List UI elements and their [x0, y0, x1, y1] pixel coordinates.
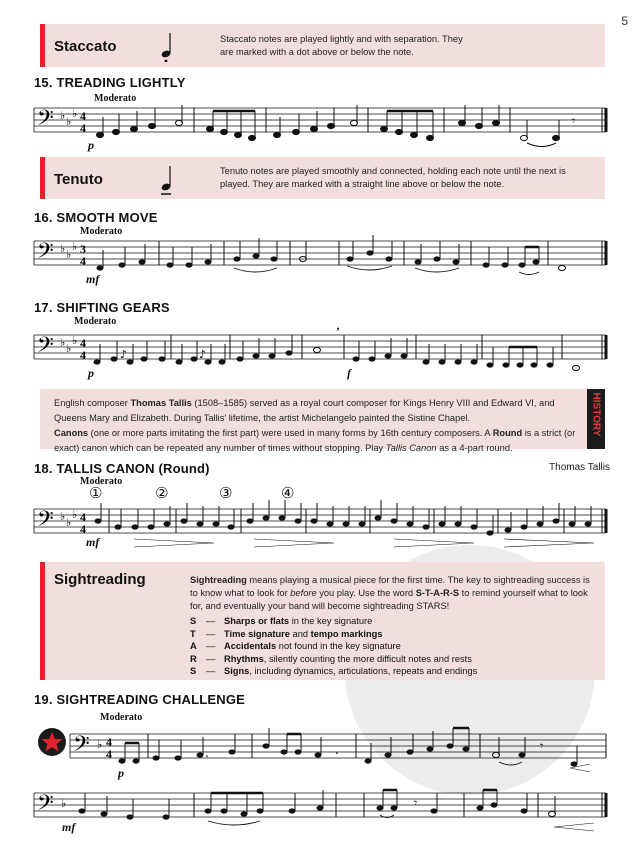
history-text-part: (one or more parts imitating the first part) were used in many forms by 16th century composers. A: [88, 428, 493, 438]
stars-dash: —: [206, 653, 216, 664]
svg-text:4: 4: [80, 109, 86, 123]
svg-text:♭: ♭: [97, 738, 103, 751]
svg-text:𝄾: 𝄾: [414, 796, 418, 810]
stars-description: [224, 640, 401, 653]
tempo-marking: Moderato: [94, 93, 137, 104]
accent-bar: [40, 24, 45, 67]
exercise-19-title: 19. SIGHTREADING CHALLENGE: [34, 692, 246, 707]
svg-text:𝄢: 𝄢: [73, 732, 90, 762]
svg-text:♭: ♭: [60, 336, 66, 349]
dynamic-marking-forte: f: [347, 366, 351, 380]
staccato-note-icon: [158, 30, 178, 62]
dynamic-marking: mf: [86, 272, 100, 286]
exercise-18-title: 18. TALLIS CANON (Round): [34, 461, 210, 476]
sightreading-bold: Sightreading: [190, 575, 247, 585]
stars-dash: —: [206, 666, 216, 676]
svg-text:♭: ♭: [72, 334, 78, 347]
svg-text:4: 4: [106, 747, 112, 761]
tempo-marking: Moderato: [80, 226, 123, 237]
stars-term: Sharps or flats: [224, 616, 290, 626]
svg-text:♪: ♪: [120, 348, 128, 361]
svg-text:4: 4: [80, 510, 86, 524]
dynamic-marking: p: [88, 138, 94, 152]
stars-dash: —: [206, 641, 216, 651]
stars-list: [190, 615, 477, 678]
dynamic-marking: p: [118, 766, 124, 780]
stars-dash: —: [206, 616, 216, 626]
round-entry-2: ②: [155, 484, 169, 502]
staff-exercise-18: [34, 503, 608, 549]
stars-rest: , silently counting the more difficult notes and rests: [263, 653, 472, 664]
breath-mark: ,: [337, 318, 340, 332]
tempo-marking: Moderato: [74, 316, 117, 327]
svg-text:♭: ♭: [60, 242, 66, 255]
svg-text:♭: ♭: [66, 248, 72, 261]
svg-text:♭: ♭: [72, 508, 78, 521]
sightreading-text-part: to remind yourself what to look for, and eventually your band will become sightreading STARS!: [190, 588, 588, 611]
stars-rest: and: [289, 628, 311, 639]
stars-letter: A: [190, 641, 197, 651]
stars-description: [224, 653, 472, 666]
history-text: [54, 396, 584, 456]
history-tab: [587, 389, 605, 449]
list-item: [190, 653, 477, 666]
staccato-text: Staccato notes are played lightly and with separation. They are marked with a dot above or below the note.: [220, 34, 463, 57]
stars-description: [224, 665, 477, 678]
list-item: [190, 615, 477, 628]
stars-term: tempo markings: [310, 628, 383, 639]
stars-term: Accidentals: [224, 641, 277, 651]
stars-term: Time signature: [224, 628, 290, 639]
staccato-title: Staccato: [54, 38, 117, 55]
staff-exercise-19-line-2: [34, 787, 608, 833]
stars-letter: T: [190, 628, 196, 639]
sightreading-intro: [190, 574, 600, 613]
tenuto-note-icon: [158, 163, 178, 195]
svg-text:4: 4: [80, 121, 86, 135]
svg-text:♭: ♭: [61, 797, 67, 810]
tempo-marking: Moderato: [100, 712, 143, 723]
history-text-part: English composer: [54, 398, 131, 408]
stars-rest: in the key signature: [289, 616, 373, 626]
stars-word: S-T-A-R-S: [415, 588, 460, 598]
history-bold: Round: [492, 428, 523, 438]
star-icon: [38, 728, 66, 756]
history-box: [40, 389, 605, 453]
sightreading-text-part: means playing a musical piece for the first time. The key to sightreading success is to know what to look for: [190, 575, 590, 598]
history-text-part: (1508–1585) served as a royal court composer for Kings Henry VIII and Edward VI, and Queens Mary and Elizabeth. During Tallis' lifetime, the artist Michelangelo painted the Sistine Chapel.: [54, 398, 555, 423]
staccato-box: [40, 24, 605, 67]
svg-text:♭: ♭: [60, 109, 66, 122]
svg-text:♭: ♭: [66, 342, 72, 355]
stars-rest: not found in the key signature: [276, 641, 401, 651]
stars-term: Rhythms: [224, 653, 264, 664]
round-entry-1: ①: [89, 484, 103, 502]
svg-text:𝄢: 𝄢: [37, 333, 54, 363]
staff-exercise-19-line-1: [70, 724, 608, 772]
history-italic: Tallis Canon: [385, 443, 437, 453]
history-bold: Thomas Tallis: [130, 398, 192, 408]
stars-letter: R: [190, 653, 197, 664]
svg-text:♭: ♭: [72, 107, 78, 120]
tenuto-title: Tenuto: [54, 171, 103, 188]
accent-bar: [40, 562, 45, 680]
sightreading-text-part: you play. Use the word: [316, 588, 416, 598]
svg-text:𝄢: 𝄢: [37, 239, 54, 269]
stars-dash: —: [206, 628, 216, 639]
stars-description: [224, 615, 372, 628]
sightreading-italic: before: [290, 588, 317, 598]
svg-text:4: 4: [80, 348, 86, 362]
svg-text:4: 4: [80, 254, 86, 268]
svg-text:♭: ♭: [66, 516, 72, 529]
svg-text:4: 4: [80, 522, 86, 536]
tenuto-box: [40, 157, 605, 199]
history-tab-label: HISTORY: [590, 392, 602, 437]
stars-description: [224, 628, 382, 641]
svg-text:𝄾: 𝄾: [540, 739, 544, 753]
exercise-16-title: 16. SMOOTH MOVE: [34, 210, 158, 225]
exercise-17-title: 17. SHIFTING GEARS: [34, 300, 170, 315]
list-item: [190, 665, 477, 678]
list-item: [190, 628, 477, 641]
dynamic-marking: mf: [62, 820, 76, 834]
history-bold: Canons: [54, 428, 89, 438]
round-entry-3: ③: [219, 484, 233, 502]
history-text-part: is a strict (or exact) canon which can be repeated any number of times without stopping. Play: [54, 428, 576, 453]
svg-text:𝄢: 𝄢: [37, 791, 54, 821]
svg-text:.: .: [205, 746, 209, 760]
svg-text:𝄢: 𝄢: [37, 106, 54, 136]
stars-term: Signs: [224, 666, 250, 676]
tempo-marking: Moderato: [80, 476, 123, 487]
svg-text:4: 4: [106, 735, 112, 749]
staff-exercise-16: [34, 238, 608, 282]
svg-text:♪: ♪: [199, 348, 207, 361]
svg-text:♭: ♭: [66, 115, 72, 128]
page-number: 5: [621, 14, 628, 28]
svg-text:♭: ♭: [60, 510, 66, 523]
svg-text:3: 3: [80, 242, 86, 256]
stars-letter: S: [190, 666, 197, 676]
svg-text:.: .: [335, 743, 339, 757]
star-badge-icon: [38, 728, 66, 756]
dynamic-marking: p: [88, 366, 94, 380]
round-entry-4: ④: [281, 484, 295, 502]
svg-text:𝄾: 𝄾: [572, 114, 576, 128]
sightreading-title: Sightreading: [54, 571, 146, 588]
dynamic-marking: mf: [86, 535, 100, 549]
history-text-part: as a 4-part round.: [436, 443, 513, 453]
svg-text:4: 4: [80, 336, 86, 350]
svg-text:𝄢: 𝄢: [37, 507, 54, 537]
staff-exercise-17: [34, 328, 608, 376]
exercise-15-title: 15. TREADING LIGHTLY: [34, 75, 186, 90]
list-item: [190, 640, 477, 653]
tenuto-text: Tenuto notes are played smoothly and connected, holding each note until the next is played. They are marked with a straight line above or below the note.: [220, 166, 566, 189]
svg-text:♭: ♭: [72, 240, 78, 253]
composer-name: Thomas Tallis: [549, 462, 610, 473]
stars-letter: S: [190, 616, 197, 626]
stars-rest: , including dynamics, articulations, repeats and endings: [249, 666, 478, 676]
staff-exercise-15: [34, 105, 608, 151]
accent-bar: [40, 157, 45, 199]
